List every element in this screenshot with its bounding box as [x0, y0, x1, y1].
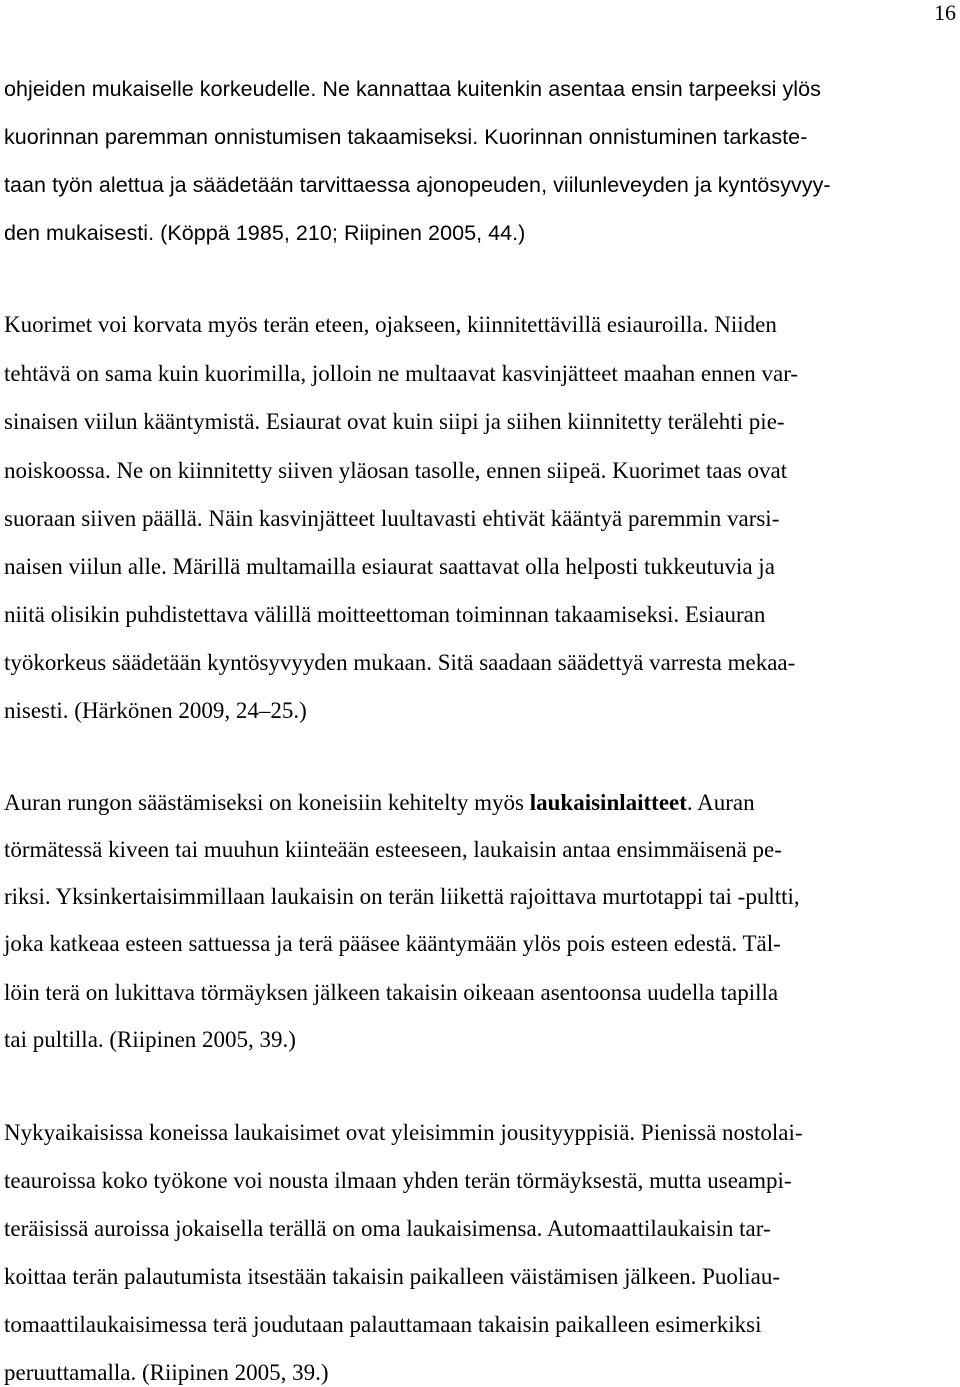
- text-segment: . Auran: [686, 790, 755, 815]
- text-line: kuorinnan paremman onnistumisen takaamiseksi. Kuorinnan onnistuminen tarkaste-: [4, 125, 808, 149]
- text-line: [4, 791, 755, 814]
- text-line: joka katkeaa esteen sattuessa ja terä pääsee kääntymään ylös pois esteen edestä. Täl-: [4, 931, 781, 956]
- text-line: Nykyaikaisissa koneissa laukaisimet ovat yleisimmin jousityyppisiä. Pienissä nostolai-: [4, 1120, 803, 1145]
- text-line: riksi. Yksinkertaisimmillaan laukaisin on terän liikettä rajoittava murtotappi tai -pultti,: [4, 884, 800, 909]
- text-line: ohjeiden mukaiselle korkeudelle. Ne kannattaa kuitenkin asentaa ensin tarpeeksi ylös: [4, 77, 821, 101]
- text-line: sinaisen viilun kääntymistä. Esiaurat ovat kuin siipi ja siihen kiinnitetty terälehti pie-: [4, 409, 785, 434]
- text-line: noiskoossa. Ne on kiinnitetty siiven yläosan tasolle, ennen siipeä. Kuorimet taas ovat: [4, 458, 788, 483]
- text-line: nisesti. (Härkönen 2009, 24–25.): [4, 698, 307, 723]
- text-line: den mukaisesti. (Köppä 1985, 210; Riipinen 2005, 44.): [4, 221, 526, 245]
- text-line: taan työn alettua ja säädetään tarvittaessa ajonopeuden, viilunleveyden ja kyntösyvyy-: [4, 173, 831, 197]
- text-line: naisen viilun alle. Märillä multamailla esiaurat saattavat olla helposti tukkeutuvia ja: [4, 554, 775, 579]
- bold-term: laukaisinlaitteet: [529, 790, 687, 815]
- text-line: suoraan siiven päällä. Näin kasvinjätteet luultavasti ehtivät kääntyä paremmin varsi-: [4, 506, 780, 531]
- text-line: peruuttamalla. (Riipinen 2005, 39.): [4, 1360, 329, 1385]
- text-line: työkorkeus säädetään kyntösyvyyden mukaan. Sitä saadaan säädettyä varresta mekaa-: [4, 650, 796, 675]
- text-line: tai pultilla. (Riipinen 2005, 39.): [4, 1027, 296, 1052]
- text-line: teauroissa koko työkone voi nousta ilmaan yhden terän törmäyksestä, mutta useampi-: [4, 1168, 792, 1193]
- text-line: koittaa terän palautumista itsestään takaisin paikalleen väistämisen jälkeen. Puoliau-: [4, 1264, 781, 1289]
- page-number: 16: [934, 0, 956, 25]
- text-line: tehtävä on sama kuin kuorimilla, jolloin ne multaavat kasvinjätteet maahan ennen var-: [4, 361, 799, 386]
- text-segment: Auran rungon säästämiseksi on koneisiin kehitelty myös: [4, 790, 530, 815]
- text-line: Kuorimet voi korvata myös terän eteen, ojakseen, kiinnitettävillä esiauroilla. Niiden: [4, 312, 777, 337]
- text-line: tomaattilaukaisimessa terä joudutaan palauttamaan takaisin paikalleen esimerkiksi: [4, 1312, 762, 1337]
- text-line: löin terä on lukittava törmäyksen jälkeen takaisin oikeaan asentoonsa uudella tapilla: [4, 980, 779, 1005]
- text-line: teräisissä auroissa jokaisella terällä on oma laukaisimensa. Automaattilaukaisin tar-: [4, 1216, 771, 1241]
- text-line: niitä olisikin puhdistettava välillä moitteettoman toiminnan takaamiseksi. Esiauran: [4, 602, 766, 627]
- text-line: törmätessä kiveen tai muuhun kiinteään esteeseen, laukaisin antaa ensimmäisenä pe-: [4, 837, 782, 862]
